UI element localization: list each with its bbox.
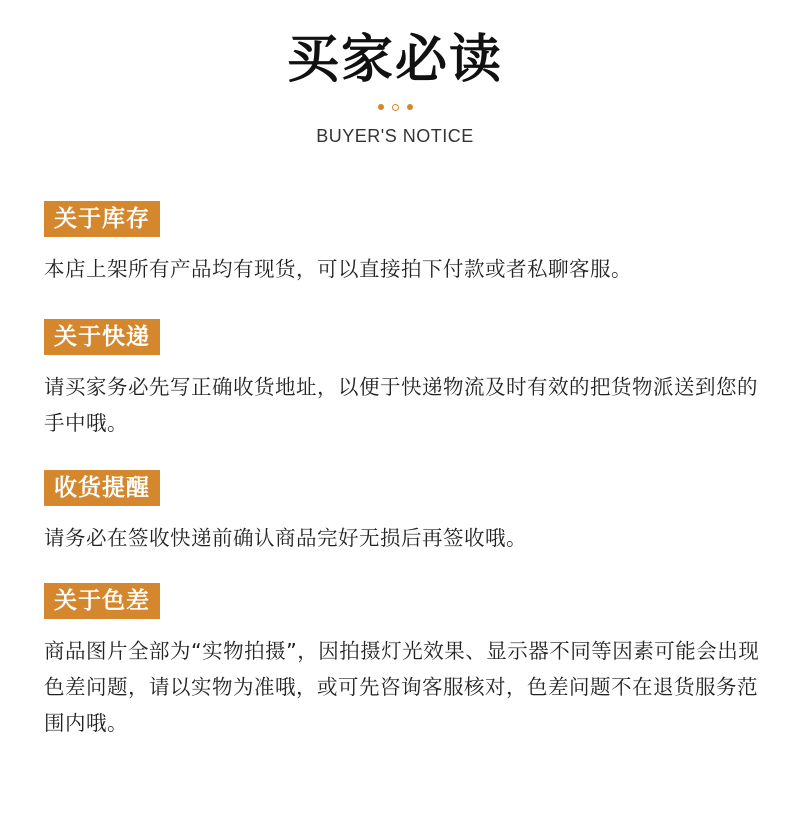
section-stock [44,201,766,287]
section-label: 关于快递 [44,319,160,355]
page-header [0,28,790,147]
dot-icon [378,104,384,110]
page-title: 买家必读 [286,30,503,90]
section-shipping [44,319,766,441]
section-text: 请买家务必先写正确收货地址，以便于快递物流及时有效的把货物派送到您的手中哦。 [44,375,758,435]
section-color [44,583,766,741]
page-subtitle: BUYER'S NOTICE [316,126,474,146]
section-label: 关于色差 [44,583,160,619]
ring-dot-icon [392,104,399,111]
section-text: 商品图片全部为“实物拍摄”，因拍摄灯光效果、显示器不同等因素可能会出现色差问题，请以实物为准哦，或可先咨询客服核对，色差问题不在退货服务范围内哦。 [44,639,760,735]
dot-icon [407,104,413,110]
section-label: 收货提醒 [44,470,160,506]
decorative-dots [0,102,790,112]
section-receipt [44,470,766,556]
section-text: 本店上架所有产品均有现货，可以直接拍下付款或者私聊客服。 [44,257,632,281]
section-label: 关于库存 [44,201,160,237]
section-text: 请务必在签收快递前确认商品完好无损后再签收哦。 [44,526,527,550]
